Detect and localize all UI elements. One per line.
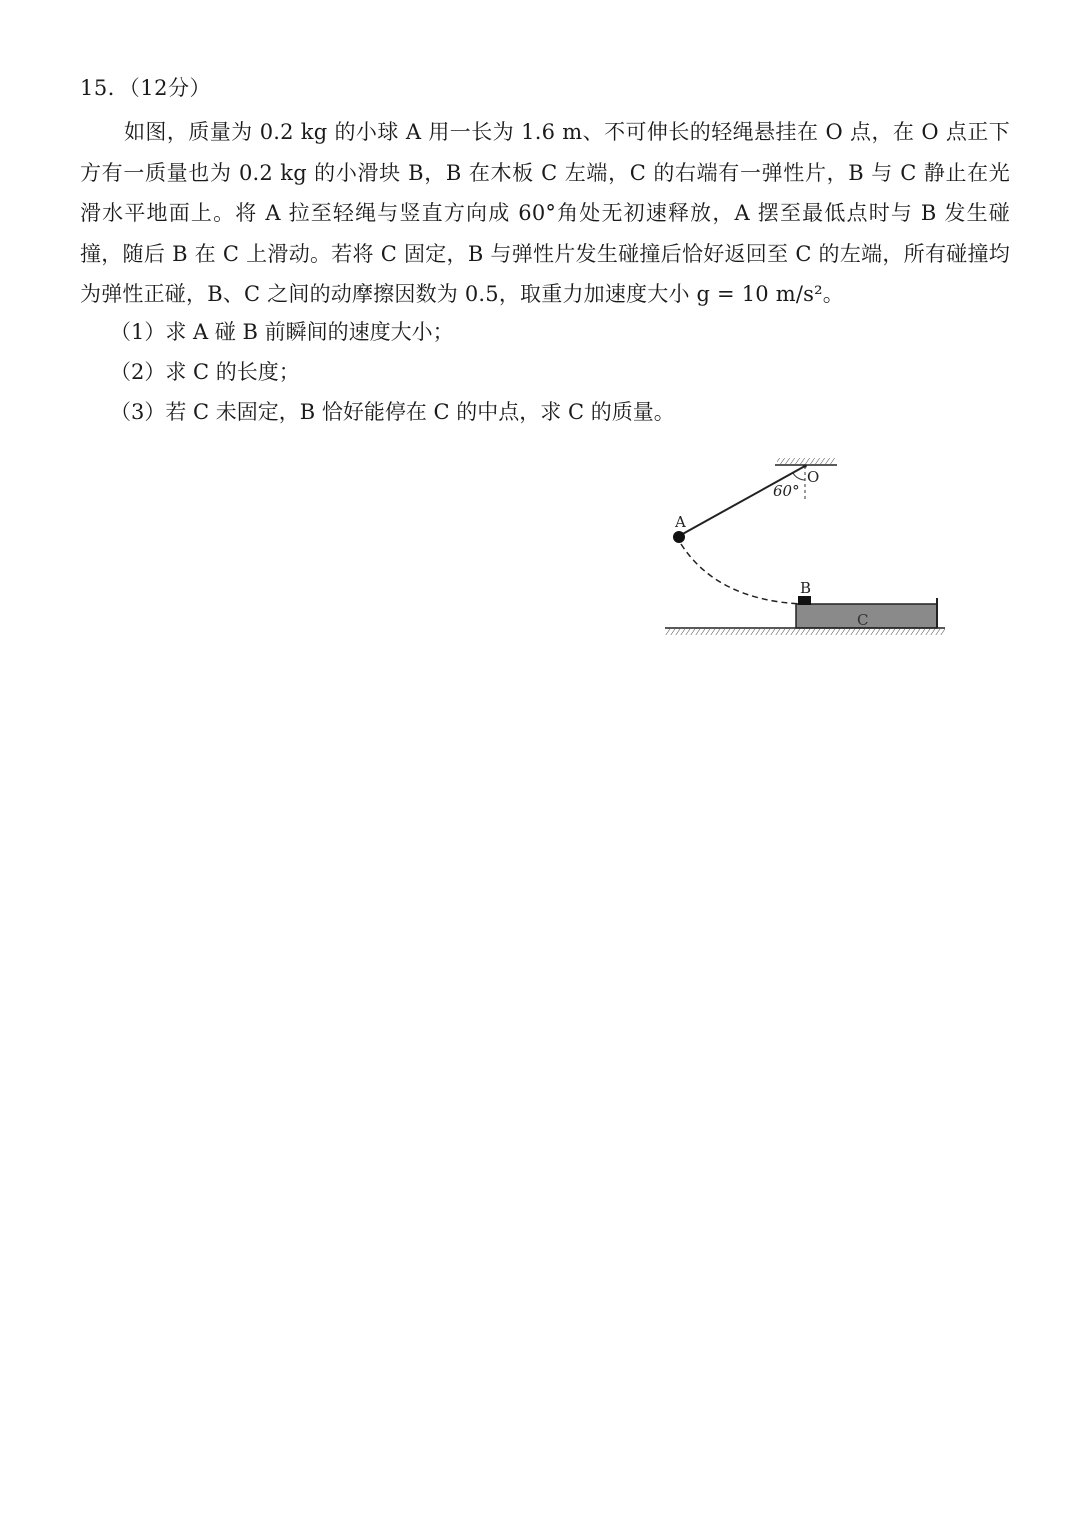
ceiling-support: [775, 458, 837, 465]
swing-path: [681, 544, 802, 604]
label-O: O: [807, 468, 820, 486]
question-2: （2）求 C 的长度；: [110, 360, 300, 384]
question-1: （1）求 A 碰 B 前瞬间的速度大小；: [110, 320, 454, 344]
problem-number: 15．（12分）: [80, 76, 211, 100]
pendulum-string: [679, 466, 805, 536]
block-B: [798, 596, 811, 605]
angle-label: 60°: [773, 482, 800, 500]
diagram-svg: [655, 450, 955, 645]
pendulum-diagram: [655, 450, 955, 645]
problem-statement: 如图，质量为 0.2 kg 的小球 A 用一长为 1.6 m、不可伸长的轻绳悬挂在 O 点，在 O 点正下方有一质量也为 0.2 kg 的小滑块 B，B 在木板 C 左端，C 的右端有一弹性片，B 与 C 静止在光滑水平地面上。将 A 拉至轻绳与竖直方向成 60°角处无初速释放，A 摆至最低点时与 B 发生碰撞，随后 B 在 C 上滑动。若将 C 固定，B 与弹性片发生碰撞后恰好返回至 C 的左端，所有碰撞均为弹性正碰，B、C 之间的动摩擦因数为 0.5，取重力加速度大小 g = 10 m/s²。: [80, 120, 1010, 306]
label-C: C: [857, 611, 869, 629]
label-A: A: [675, 513, 686, 531]
angle-arc: [793, 473, 805, 480]
label-B: B: [800, 579, 812, 597]
question-3: （3）若 C 未固定，B 恰好能停在 C 的中点，求 C 的质量。: [110, 400, 675, 424]
ground: [665, 628, 945, 635]
ball-A: [673, 531, 685, 543]
question-list: [110, 312, 1010, 432]
